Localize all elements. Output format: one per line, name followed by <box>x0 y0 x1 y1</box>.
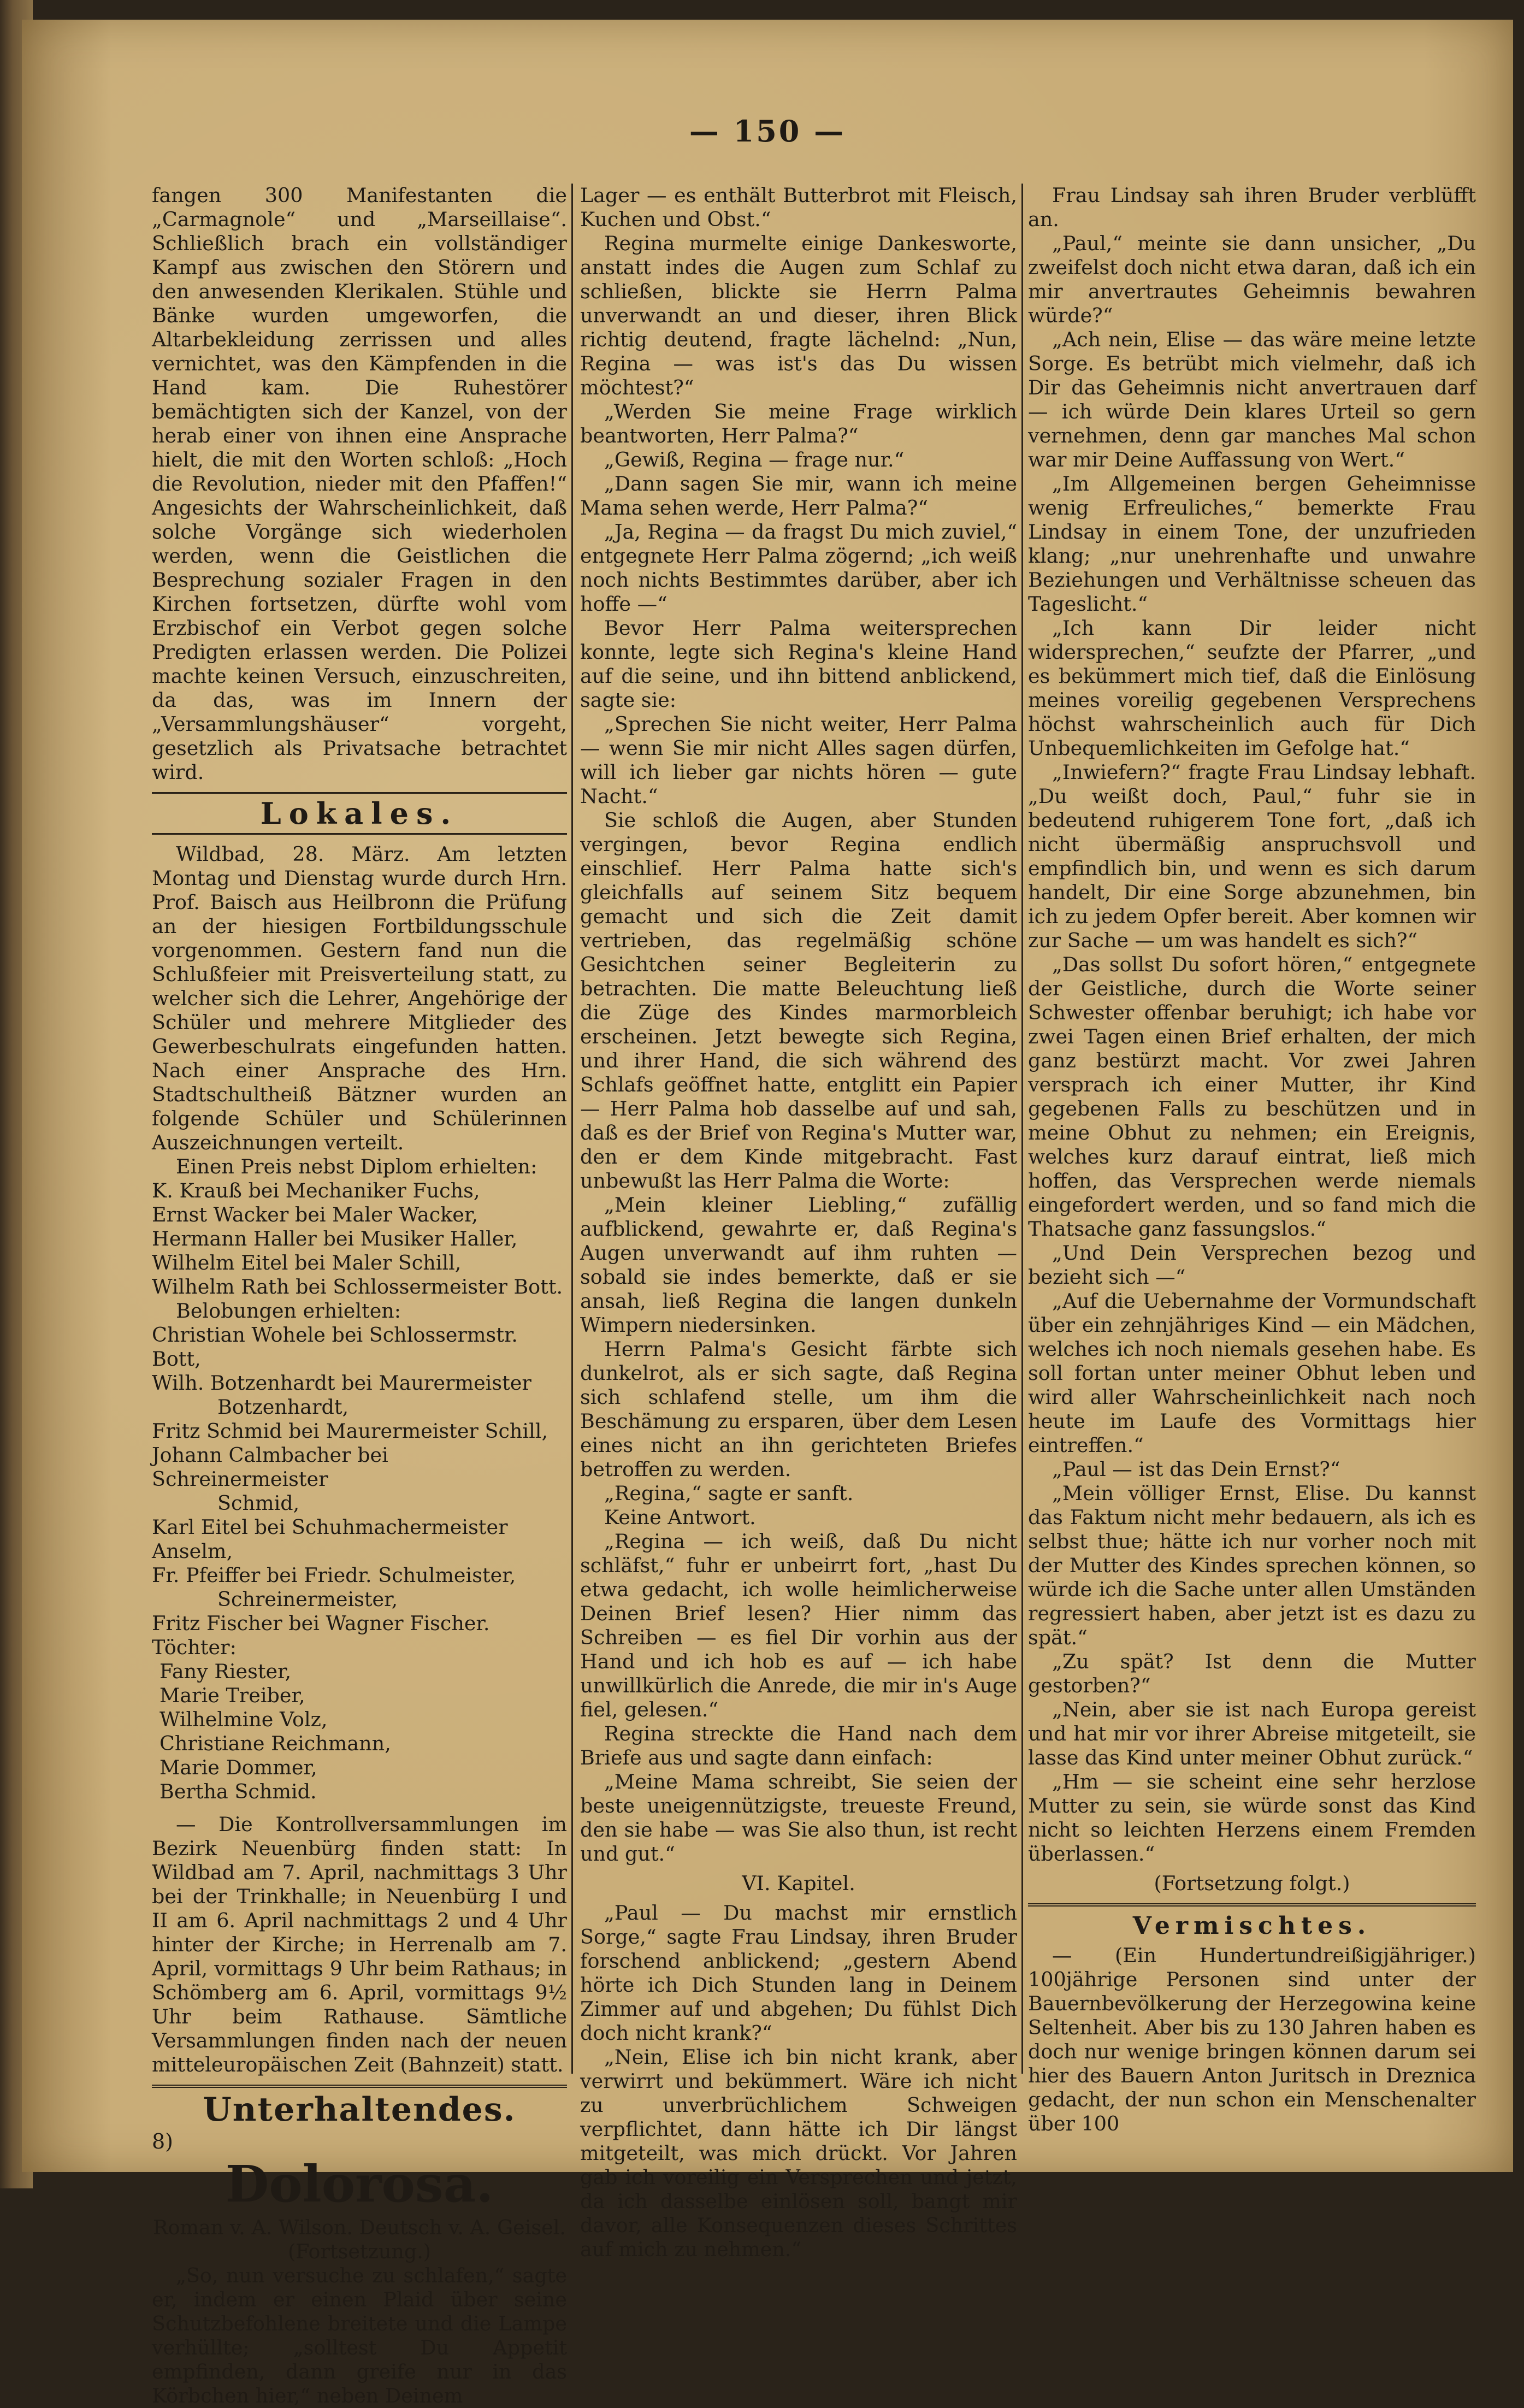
novel-paragraph: Regina streckte die Hand nach dem Briefe aus und sagte dann einfach: <box>580 1722 1017 1769</box>
column-rule <box>1021 184 1023 2074</box>
novel-paragraph: „Sprechen Sie nicht weiter, Herr Palma — wenn Sie mir nicht Alles sagen dürfen, will ich lieber gar nichts hören — gute Nacht.“ <box>580 712 1017 808</box>
daughter-entry: Marie Dommer, <box>160 1756 317 1779</box>
commendation-entry: Fritz Schmid bei Maurermeister Schill, <box>152 1419 548 1443</box>
prize-entry: Hermann Haller bei Musiker Haller, <box>152 1227 518 1250</box>
novel-paragraph: „Paul,“ meinte sie dann unsicher, „Du zweifelst doch nicht etwa daran, daß ich ein mir anvertrautes Geheimnis bewahren würde?“ <box>1028 232 1476 327</box>
article-continuation: fangen 300 Manifestanten die „Carmagnole“ und „Marseillaise“. Schließlich brach ein vollständiger Kampf aus zwischen den Störern und den anwesenden Klerikalen. Stühle und Bänke wurden umgeworfen, die Altarbekleidung zerrissen und alles vernichtet, was den Kämpfenden in die Hand kam. Die Ruhestörer bemächtigten sich der Kanzel, von der herab einer von ihnen eine Ansprache hielt, die mit den Worten schloß: „Hoch die Revolution, nieder mit den Pfaffen!“ Angesichts der Wahrscheinlichkeit, daß solche Vorgänge sich wiederholen werden, wenn die Geistlichen die Besprechung sozialer Fragen in den Kirchen fortsetzen, dürfte wohl vom Erzbischof ein Verbot gegen solche Predigten erlassen werden. Die Polizei machte keinen Versuch, einzuschreiten, da das, was im Innern der „Versammlungshäuser“ vorgeht, gesetzlich als Privatsache betrachtet wird. <box>152 184 567 784</box>
column-left <box>152 184 567 2408</box>
novel-paragraph: „Regina — ich weiß, daß Du nicht schläfst,“ fuhr er unbeirrt fort, „hast Du etwa gedacht, ich wolle heimlicherweise Deinen Brief lesen? Hier nimm das Schreiben — es fiel Dir vorhin aus der Hand und ich hob es auf — ich habe unwillkürlich die Anrede, die mir in's Auge fiel, gelesen.“ <box>580 1530 1017 1721</box>
unterhaltendes-heading: Unterhaltendes. <box>203 2091 516 2129</box>
prize-list <box>152 1179 567 1804</box>
novel-paragraph: „Das sollst Du sofort hören,“ entgegnete der Geistliche, durch die Worte seiner Schwester offenbar beruhigt; ich habe vor zwei Tagen einen Brief erhalten, der mich ganz bestürzt macht. Vor zwei Jahren versprach ich einer Mutter, ihr Kind gegebenen Falls zu beschützen und in meine Obhut zu nehmen; ein Ereignis, welches kurz darauf eintrat, ließ mich hoffen, das Versprechen werde niemals eingefordert werden, und so fand mich die Thatsache ganz fassungslos.“ <box>1028 953 1476 1241</box>
prize-intro: Einen Preis nebst Diplom erhielten: <box>176 1155 537 1178</box>
novel-paragraph: „Ja, Regina — da fragst Du mich zuviel,“ entgegnete Herr Palma zögernd; „ich weiß noch nichts Bestimmtes darüber, aber ich hoffe —“ <box>580 520 1017 616</box>
novel-paragraph: „Paul — ist das Dein Ernst?“ <box>1052 1457 1340 1481</box>
novel-paragraph: „Mein völliger Ernst, Elise. Du kannst das Faktum nicht mehr bedauern, als ich es selbst thue; hätte ich nur vorher noch mit der Mutter des Kindes sprechen können, so würde ich die Sache unter allen Umständen regressiert haben, aber jetzt ist es dazu zu spät.“ <box>1028 1482 1476 1649</box>
commendation-entry-cont: Schmid, <box>217 1491 300 1515</box>
novel-paragraph: Bevor Herr Palma weitersprechen konnte, legte sich Regina's kleine Hand auf die seine, und ihn bittend anblickend, sagte sie: <box>580 616 1017 712</box>
novel-paragraph: „Meine Mama schreibt, Sie seien der beste uneigennützigste, treueste Freund, den sie habe — was Sie also thun, ist recht und gut.“ <box>580 1770 1017 1866</box>
novel-paragraph: „Inwiefern?“ fragte Frau Lindsay lebhaft. „Du weißt doch, Paul,“ fuhr sie in bedeutend ruhigerem Tone fort, „daß ich nicht übermäßig anspruchsvoll und empfindlich bin, und wenn es sich darum handelt, Dir eine Sorge abzunehmen, bin ich zu jedem Opfer bereit. Aber komnen wir zur Sache — um was handelt es sich?“ <box>1028 760 1476 952</box>
chapter-heading: VI. Kapitel. <box>742 1872 855 1895</box>
novel-title: Dolorosa. <box>225 2155 494 2214</box>
prize-entry: Wilhelm Eitel bei Maler Schill, <box>152 1251 462 1274</box>
commendation-entry: Christian Wohele bei Schlossermstr. Bott, <box>152 1323 518 1371</box>
newspaper-page <box>22 20 1513 2407</box>
novel-paragraph: „Hm — sie scheint eine sehr herzlose Mutter zu sein, sie würde sonst das Kind nicht so leichten Herzens einem Fremden überlassen.“ <box>1028 1770 1476 1866</box>
column-middle <box>580 184 1017 2262</box>
novel-paragraph: „Ach nein, Elise — das wäre meine letzte Sorge. Es betrübt mich vielmehr, daß ich Dir das Geheimnis nicht anvertrauen darf — ich würde Dein klares Urteil so gern vernehmen, denn gar manches Mal schon war mir Deine Auffassung von Wert.“ <box>1028 328 1476 471</box>
novel-paragraph: Keine Antwort. <box>604 1506 756 1529</box>
novel-paragraph: „Paul — Du machst mir ernstlich Sorge,“ sagte Frau Lindsay, ihren Bruder forschend anblickend; „gestern Abend hörte ich Dich Stunden lang in Deinem Zimmer auf und abgehen; Du fühlst Dich doch nicht krank?“ <box>580 1901 1017 2045</box>
installment-number: 8) <box>152 2129 174 2153</box>
daughter-entry: Bertha Schmid. <box>160 1780 317 1803</box>
novel-paragraph: „Werden Sie meine Frage wirklich beantworten, Herr Palma?“ <box>580 400 1017 447</box>
daughter-entry: Wilhelmine Volz, <box>160 1708 328 1731</box>
section-divider <box>152 2085 567 2088</box>
novel-paragraph: „Gewiß, Regina — frage nur.“ <box>604 448 905 471</box>
prize-entry: Ernst Wacker bei Maler Wacker, <box>152 1203 478 1226</box>
control-meetings-notice: — Die Kontrollversammlungen im Bezirk Neuenbürg finden statt: In Wildbad am 7. April, nachmittags 3 Uhr bei der Trinkhalle; in Neuenbürg I und II am 6. April nachmittags 2 und 4 Uhr hinter der Kirche; in Herrenalb am 7. April, vormittags 9 Uhr beim Rathaus; in Schömberg am 6. April, vormittags 9½ Uhr beim Rathause. Sämtliche Versammlungen finden nach der neuen mitteleuropäischen Zeit (Bahnzeit) statt. <box>152 1813 567 2076</box>
column-right <box>1028 184 1476 2136</box>
novel-paragraph: „Regina,“ sagte er sanft. <box>604 1482 854 1505</box>
continued-note: (Fortsetzung folgt.) <box>1154 1872 1350 1895</box>
novel-byline: Roman v. A. Wilson. Deutsch v. A. Geisel. <box>152 2216 566 2239</box>
novel-paragraph: „Und Dein Versprechen bezog und bezieht sich —“ <box>1028 1241 1476 1289</box>
novel-paragraph: Sie schloß die Augen, aber Stunden vergingen, bevor Regina endlich einschlief. Herr Palma hatte sich's gleichfalls auf seinem Sitz bequem gemacht und sich die Zeit damit vertrieben, das regelmäßig schöne Gesichtchen seiner Begleiterin zu betrachten. Die matte Beleuchtung ließ die Züge des Kindes marmorbleich erscheinen. Jetzt bewegte sich Regina, und ihrer Hand, die sich während des Schlafs geöffnet hatte, entglitt ein Papier — Herr Palma hob dasselbe auf und sah, daß es der Brief von Regina's Mutter war, den er dem Kinde mitgebracht. Fast unbewußt las Herr Palma die Worte: <box>580 808 1017 1193</box>
novel-paragraph: Frau Lindsay sah ihren Bruder verblüfft an. <box>1028 184 1476 231</box>
novel-paragraph: Herrn Palma's Gesicht färbte sich dunkelrot, als er sich sagte, daß Regina sich schlafend stelle, um ihm die Beschämung zu ersparen, über dem Lesen eines nicht an ihn gerichteten Briefes betroffen zu werden. <box>580 1337 1017 1481</box>
novel-paragraph: „Im Allgemeinen bergen Geheimnisse wenig Erfreuliches,“ bemerkte Frau Lindsay in einem Tone, der unzufrieden klang; „nur unehrenhafte und unwahre Beziehungen und Verhältnisse scheuen das Tageslicht.“ <box>1028 472 1476 616</box>
novel-paragraph: „Mein kleiner Liebling,“ zufällig aufblickend, gewahrte er, daß Regina's Augen unverwandt auf ihm ruhten — sobald sie indes bemerkte, daß er sie ansah, ließ Regina die langen dunkeln Wimpern niedersinken. <box>580 1193 1017 1337</box>
lokales-heading: Lokales. <box>260 796 459 831</box>
daughter-entry: Christiane Reichmann, <box>160 1732 391 1755</box>
daughters-label: Töchter: <box>152 1636 237 1659</box>
commendation-entry: Wilh. Botzenhardt bei Maurermeister <box>152 1371 531 1395</box>
novel-paragraph: „Nein, aber sie ist nach Europa gereist und hat mir vor ihrer Abreise mitgeteilt, sie lasse das Kind unter meiner Obhut zurück.“ <box>1028 1698 1476 1769</box>
page-number: — 150 — <box>689 114 846 149</box>
section-divider <box>1028 1903 1476 1907</box>
commendation-entry: Karl Eitel bei Schuhmachermeister Anselm, <box>152 1515 508 1563</box>
column-rule <box>571 184 573 2074</box>
novel-text: „So, nun versuche zu schlafen,“ sagte er, indem er einen Plaid über seine Schutzbefohlene breitete und die Lampe verhüllte; „solltest Du Appetit empfinden, dann greife nur in das Körbchen hier,“ neben Deinem <box>152 2264 567 2407</box>
commendation-entry: Johann Calmbacher bei Schreinermeister <box>152 1443 388 1491</box>
lokales-report: Wildbad, 28. März. Am letzten Montag und Dienstag wurde durch Hrn. Prof. Baisch aus Heilbronn die Prüfung an der hiesigen Fortbildungsschule vorgenommen. Gestern fand nun die Schlußfeier mit Preisverteilung statt, zu welcher sich die Lehrer, Angehörige der Schüler und mehrere Mitglieder des Gewerbeschulrats eingefunden hatten. Nach einer Ansprache des Hrn. Stadtschultheiß Bätzner wurden an folgende Schüler und Schülerinnen Auszeichnungen verteilt. <box>152 842 567 1154</box>
section-divider <box>152 833 567 835</box>
commendation-entry-cont: Schreinermeister, <box>217 1587 398 1611</box>
novel-paragraph: „Auf die Uebernahme der Vormundschaft über ein zehnjähriges Kind — ein Mädchen, welches ich noch niemals gesehen habe. Es soll fortan unter meiner Obhut leben und wird aller Wahrscheinlichkeit nach noch heute im Laufe des Vormittags hier eintreffen.“ <box>1028 1289 1476 1457</box>
novel-paragraph: „Zu spät? Ist denn die Mutter gestorben?“ <box>1028 1650 1476 1697</box>
novel-paragraph: „Ich kann Dir leider nicht widersprechen,“ seufzte der Pfarrer, „und es bekümmert mich tief, daß die Einlösung meines voreilig gegebenen Versprechens höchst wahrscheinlich auch für Dich Unbequemlichkeiten im Gefolge hat.“ <box>1028 616 1476 760</box>
novel-paragraph: Regina murmelte einige Dankesworte, anstatt indes die Augen zum Schlaf zu schließen, blickte sie Herrn Palma unverwandt an und dieser, ihren Blick richtig deutend, fragte lächelnd: „Nun, Regina — was ist's das Du wissen möchtest?“ <box>580 232 1017 399</box>
prize-entry: Wilhelm Rath bei Schlossermeister Bott. <box>152 1275 563 1299</box>
daughter-entry: Marie Treiber, <box>160 1684 305 1707</box>
commendation-intro: Belobungen erhielten: <box>176 1299 401 1323</box>
novel-continued: (Fortsetzung.) <box>287 2240 432 2263</box>
novel-paragraph: Lager — es enthält Butterbrot mit Fleisch, Kuchen und Obst.“ <box>580 184 1017 231</box>
vermischtes-text: — (Ein Hundertundreißigjähriger.) 100jährige Personen sind unter der Bauernbevölkerung der Herzegowina keine Seltenheit. Aber bis zu 130 Jahren haben es doch nur wenige bringen können darum sei hier des Bauern Anton Juritsch in Dreznica gedacht, der nun schon ein Menschenalter über 100 <box>1028 1944 1476 2135</box>
novel-paragraph: „Nein, Elise ich bin nicht krank, aber verwirrt und bekümmert. Wäre ich nicht zu unverbrüchlichem Schweigen verpflichtet, dann hätte ich Dir längst mitgeteilt, was mich drückt. Vor Jahren gab ich voreilig ein Versprechen und jetzt, da ich dasselbe einlösen soll, bangt mir davor, alle Konsequenzen dieses Schrittes auf mich zu nehmen.“ <box>580 2045 1017 2261</box>
commendation-entry-cont: Botzenhardt, <box>217 1395 349 1419</box>
vermischtes-heading: Vermischtes. <box>1132 1912 1372 1940</box>
commendation-entry: Fritz Fischer bei Wagner Fischer. <box>152 1612 490 1635</box>
commendation-entry: Fr. Pfeiffer bei Friedr. Schulmeister, <box>152 1563 516 1587</box>
section-divider <box>152 792 567 794</box>
novel-paragraph: „Dann sagen Sie mir, wann ich meine Mama sehen werde, Herr Palma?“ <box>580 472 1017 520</box>
prize-entry: K. Krauß bei Mechaniker Fuchs, <box>152 1179 480 1202</box>
daughter-entry: Fany Riester, <box>160 1660 292 1683</box>
